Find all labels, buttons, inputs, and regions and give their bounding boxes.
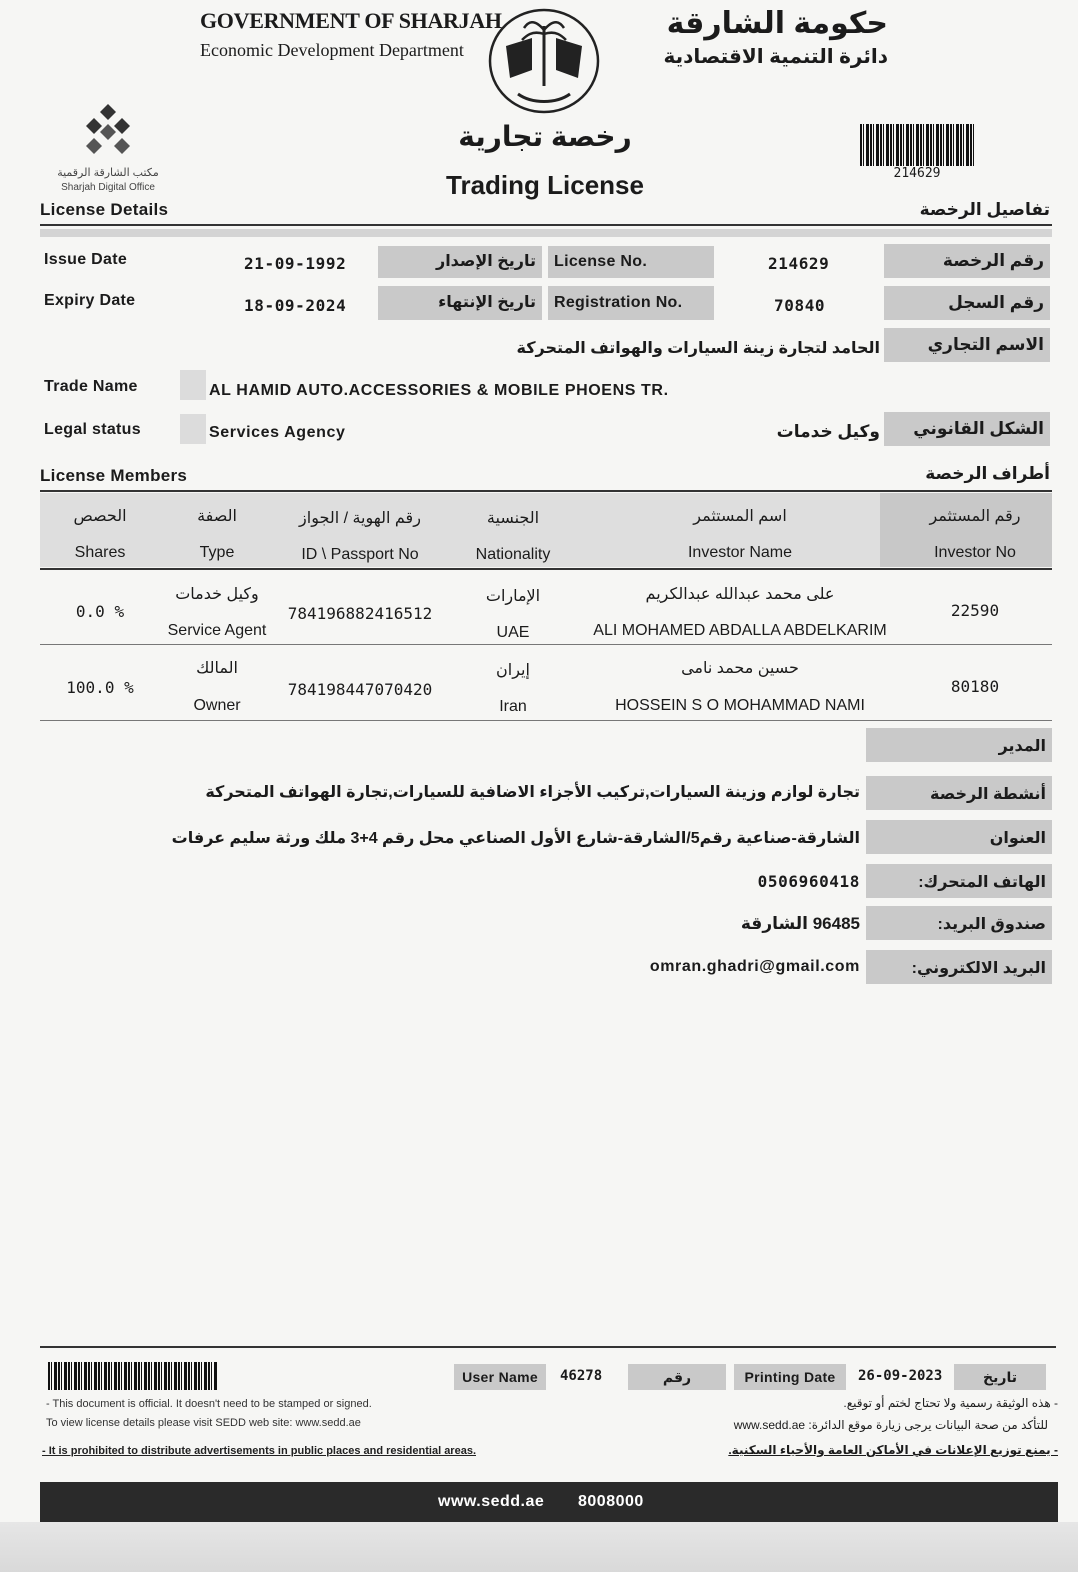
members-table-end xyxy=(40,720,1052,721)
member-name-ar: على محمد عبدالله عبدالكريم xyxy=(645,586,835,603)
license-no-value: 214629 xyxy=(768,254,830,273)
department-title: Economic Development Department xyxy=(200,40,464,60)
member-shares: 100.0 % xyxy=(66,678,134,697)
registration-no-label-ar: رقم السجل xyxy=(884,286,1050,320)
sharjah-emblem-icon xyxy=(488,8,600,114)
mobile-label-ar: الهاتف المتحرك: xyxy=(866,864,1052,898)
printing-date-label: Printing Date xyxy=(734,1364,846,1390)
address-value: الشارقة-صناعية رقم5/الشارقة-شارع الأول الصناعي محل رقم 4+3 ملك ورثة سليم عرفات xyxy=(171,830,860,847)
trade-name-shade xyxy=(180,370,206,400)
col-investor-no-ar: رقم المستثمر xyxy=(929,508,1021,525)
printing-date-value: 26-09-2023 xyxy=(858,1368,943,1384)
issue-date-label: Issue Date xyxy=(44,251,128,268)
license-no-label: License No. xyxy=(548,246,714,278)
printing-date-label-ar: تاريخ xyxy=(954,1364,1046,1390)
member-name-ar: حسين محمد نامى xyxy=(681,660,799,677)
government-title-ar: حكومة الشارقة xyxy=(666,7,888,40)
user-number-label-ar: رقم xyxy=(628,1364,726,1390)
member-nationality-ar: الإمارات xyxy=(485,588,541,605)
issue-date-value: 21-09-1992 xyxy=(244,254,347,273)
members-header-underline xyxy=(40,568,1052,570)
details-band xyxy=(40,229,1052,237)
member-type-ar: المالك xyxy=(196,660,238,677)
legal-status-value-ar: وكيل خدمات xyxy=(776,422,880,441)
col-investor-name-ar: اسم المستثمر xyxy=(693,508,787,525)
footer-divider xyxy=(40,1346,1056,1348)
mobile-value: 0506960418 xyxy=(757,872,860,891)
user-name-label: User Name xyxy=(454,1364,546,1390)
member-investor-no: 80180 xyxy=(950,677,1000,696)
footer-bar xyxy=(40,1482,1058,1522)
trade-name-ar: الحامد لتجارة زينة السيارات والهواتف المتحركة xyxy=(516,340,880,357)
member-name: HOSSEIN S O MOHAMMAD NAMI xyxy=(615,697,865,714)
col-type: Type xyxy=(199,544,235,561)
license-details-heading: License Details xyxy=(40,200,169,219)
col-type-ar: الصفة xyxy=(197,508,237,525)
member-type-ar: وكيل خدمات xyxy=(175,586,259,603)
sharjah-digital-office-logo-icon xyxy=(82,102,134,158)
expiry-date-label-ar: تاريخ الإنتهاء xyxy=(378,286,542,320)
footer-phone: 8008000 xyxy=(578,1493,644,1510)
registration-no-label: Registration No. xyxy=(548,286,714,320)
activities-label-ar: أنشطة الرخصة xyxy=(866,776,1052,810)
address-label-ar: العنوان xyxy=(866,820,1052,854)
member-name: ALI MOHAMED ABDALLA ABDELKARIM xyxy=(593,622,887,639)
footer-barcode xyxy=(48,1362,218,1390)
member-id: 784198447070420 xyxy=(287,680,433,699)
member-investor-no: 22590 xyxy=(950,601,1000,620)
legal-status-shade xyxy=(180,414,206,444)
sdo-name: Sharjah Digital Office xyxy=(61,182,155,193)
sdo-name-ar: مكتب الشارقة الرقمية xyxy=(57,167,159,179)
expiry-date-value: 18-09-2024 xyxy=(244,296,347,315)
po-box-value: 96485 الشارقة xyxy=(740,914,860,933)
activities-value: تجارة لوازم وزينة السيارات,تركيب الأجزاء الاضافية للسيارات,تجارة الهواتف المتحركة xyxy=(205,784,860,801)
license-details-heading-ar: تفاصيل الرخصة xyxy=(919,200,1050,219)
issue-date-label-ar: تاريخ الإصدار xyxy=(378,246,542,278)
scan-shadow xyxy=(0,1522,1078,1572)
member-nationality-ar: إيران xyxy=(496,662,530,679)
expiry-date-label: Expiry Date xyxy=(44,292,136,309)
col-investor-name: Investor Name xyxy=(687,544,793,561)
members-row-divider xyxy=(40,644,1052,645)
po-box-label-ar: صندوق البريد: xyxy=(866,906,1052,940)
legal-status-value: Services Agency xyxy=(209,424,346,441)
license-no-label-ar: رقم الرخصة xyxy=(884,244,1050,278)
col-nationality: Nationality xyxy=(475,546,551,563)
member-type: Owner xyxy=(193,697,241,714)
trade-name-value: AL HAMID AUTO.ACCESSORIES & MOBILE PHOENS TR. xyxy=(209,382,669,399)
email-value: omran.ghadri@gmail.com xyxy=(649,958,860,975)
trade-name-label: Trade Name xyxy=(44,378,138,395)
legal-status-label: Legal status xyxy=(44,421,141,438)
member-nationality: Iran xyxy=(499,698,527,715)
section-divider xyxy=(40,224,1052,226)
manager-label-ar: المدير xyxy=(866,728,1052,762)
license-members-heading-ar: أطراف الرخصة xyxy=(925,464,1050,483)
col-id-ar: رقم الهوية / الجواز xyxy=(299,510,421,527)
col-shares-ar: الحصص xyxy=(73,508,127,525)
government-title: GOVERNMENT OF SHARJAH xyxy=(200,8,502,33)
note-official: - This document is official. It doesn't need to be stamped or signed. xyxy=(46,1398,372,1410)
note-official-ar: - هذه الوثيقة رسمية ولا تحتاج لختم أو توقيع. xyxy=(843,1396,1058,1410)
note-website: To view license details please visit SEDD web site: www.sedd.ae xyxy=(46,1417,361,1429)
footer-website: www.sedd.ae xyxy=(438,1493,545,1510)
col-id: ID \ Passport No xyxy=(301,546,419,563)
member-id: 784196882416512 xyxy=(287,604,433,623)
col-investor-no: Investor No xyxy=(934,544,1016,561)
member-shares: 0.0 % xyxy=(75,602,125,621)
license-barcode xyxy=(860,124,974,166)
document-title: Trading License xyxy=(446,170,644,200)
email-label-ar: البريد الالكتروني: xyxy=(866,950,1052,984)
document-title-ar: رخصة تجارية xyxy=(458,121,632,152)
note-website-ar: للتأكد من صحة البيانات يرجى زيارة موقع الدائرة: www.sedd.ae xyxy=(733,1418,1048,1432)
license-members-heading: License Members xyxy=(40,466,188,485)
members-divider xyxy=(40,490,1052,492)
legal-status-label-ar: الشكل القانوني xyxy=(884,412,1050,446)
registration-no-value: 70840 xyxy=(774,296,826,315)
barcode-number: 214629 xyxy=(893,166,941,181)
col-shares: Shares xyxy=(74,544,126,561)
department-title-ar: دائرة التنمية الاقتصادية xyxy=(663,46,888,68)
note-advertisements-ar: - يمنع توزيع الإعلانات في الأماكن العامة والأحياء السكنية. xyxy=(728,1443,1058,1457)
member-nationality: UAE xyxy=(496,624,530,641)
note-advertisements: - It is prohibited to distribute advertisements in public places and residential areas. xyxy=(42,1445,476,1457)
user-number-value: 46278 xyxy=(560,1368,603,1384)
col-nationality-ar: الجنسية xyxy=(486,510,540,527)
trade-name-label-ar: الاسم التجاري xyxy=(884,328,1050,362)
member-type: Service Agent xyxy=(167,622,267,639)
